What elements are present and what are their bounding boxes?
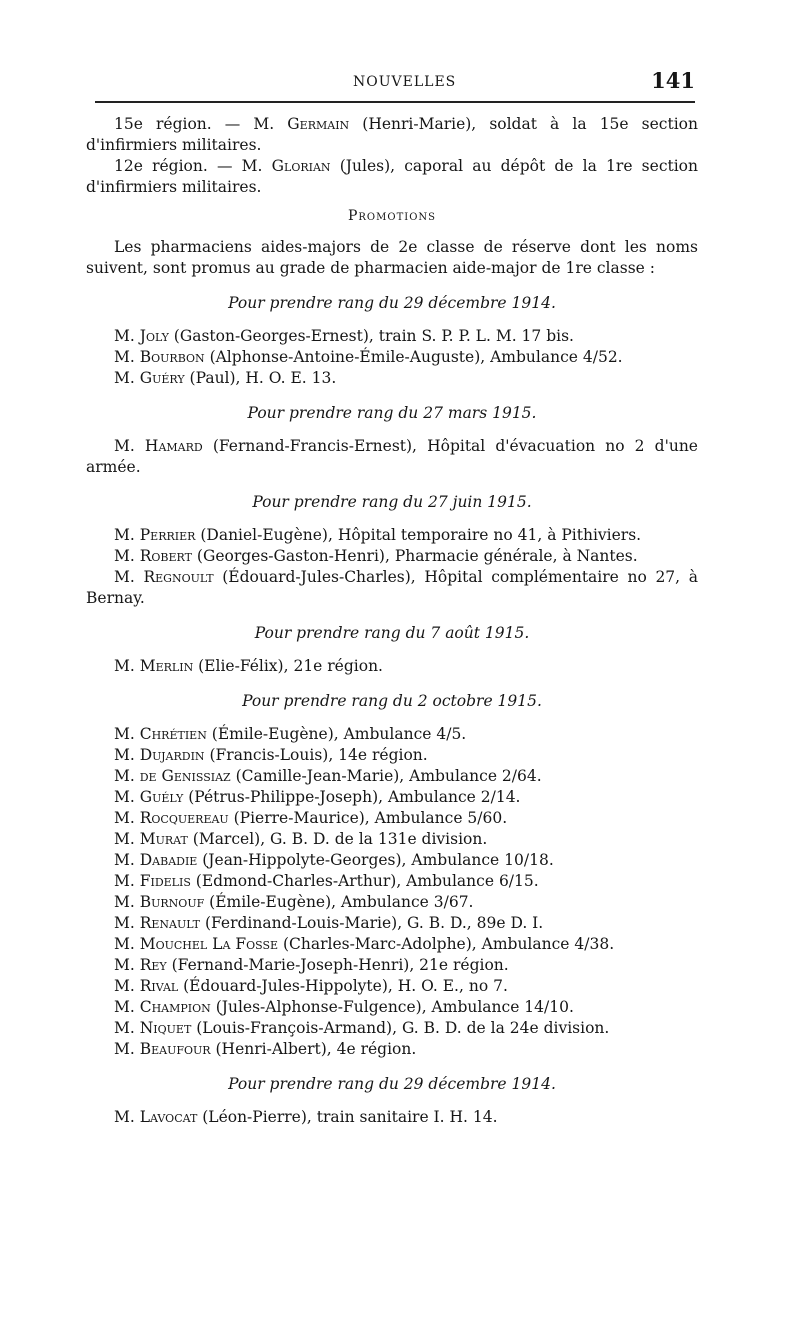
- person-name: Guély: [139, 788, 184, 806]
- body-text: [86, 114, 698, 1128]
- person-name: Beaufour: [139, 1040, 211, 1058]
- person-name: Bourbon: [139, 348, 205, 366]
- person-name: Champion: [139, 998, 211, 1016]
- person-name: Glorian: [271, 157, 331, 175]
- rank-date-heading: Pour prendre rang du 29 décembre 1914.: [228, 294, 556, 312]
- person-name: Dabadie: [139, 851, 198, 869]
- promotion-entry: M. Niquet (Louis-François-Armand), G. B. D. de la 24e division.: [114, 1019, 610, 1037]
- promotion-entry: M. Lavocat (Léon-Pierre), train sanitaire I. H. 14.: [114, 1108, 498, 1126]
- promotion-entry: M. Robert (Georges-Gaston-Henri), Pharmacie générale, à Nantes.: [114, 547, 638, 565]
- person-name: Mouchel La Fosse: [139, 935, 279, 953]
- page-header: [95, 68, 695, 98]
- person-name: Rey: [139, 956, 167, 974]
- promotion-entry: M. Guély (Pétrus-Philippe-Joseph), Ambulance 2/14.: [114, 788, 521, 806]
- person-name: Rival: [139, 977, 179, 995]
- promotion-entry: M. Guéry (Paul), H. O. E. 13.: [114, 369, 337, 387]
- promotion-entry: M. Murat (Marcel), G. B. D. de la 131e division.: [114, 830, 488, 848]
- promotion-entry: M. Dabadie (Jean-Hippolyte-Georges), Ambulance 10/18.: [114, 851, 554, 869]
- page-number: 141: [651, 68, 695, 93]
- promotion-entry: M. Regnoult (Édouard-Jules-Charles), Hôpital complémentaire no 27, à Bernay.: [86, 568, 698, 607]
- promotion-entry: M. de Genissiaz (Camille-Jean-Marie), Ambulance 2/64.: [114, 767, 542, 785]
- person-name: Joly: [139, 327, 169, 345]
- person-name: Perrier: [139, 526, 196, 544]
- person-name: Lavocat: [139, 1108, 198, 1126]
- intro-paragraph: 15e région. — M. Germain (Henri-Marie), soldat à la 15e section d'infirmiers militaires.: [86, 115, 698, 154]
- rank-date-heading: Pour prendre rang du 2 octobre 1915.: [242, 692, 542, 710]
- person-name: Rocquereau: [139, 809, 229, 827]
- person-name: Dujardin: [139, 746, 205, 764]
- promotion-entry: M. Bourbon (Alphonse-Antoine-Émile-Auguste), Ambulance 4/52.: [114, 348, 623, 366]
- rank-date-heading: Pour prendre rang du 27 juin 1915.: [252, 493, 532, 511]
- person-name: Chrétien: [139, 725, 207, 743]
- person-name: de Genissiaz: [139, 767, 231, 785]
- person-name: Robert: [139, 547, 192, 565]
- rank-date-heading: Pour prendre rang du 27 mars 1915.: [247, 404, 537, 422]
- person-name: Burnouf: [139, 893, 205, 911]
- person-name: Guéry: [139, 369, 185, 387]
- promotion-entry: M. Merlin (Elie-Félix), 21e région.: [114, 657, 383, 675]
- promotion-entry: M. Rey (Fernand-Marie-Joseph-Henri), 21e région.: [114, 956, 509, 974]
- promotion-entry: M. Champion (Jules-Alphonse-Fulgence), Ambulance 14/10.: [114, 998, 574, 1016]
- intro-paragraph: 12e région. — M. Glorian (Jules), caporal au dépôt de la 1re section d'infirmiers militaires.: [86, 157, 698, 196]
- promotion-entry: M. Rocquereau (Pierre-Maurice), Ambulance 5/60.: [114, 809, 508, 827]
- section-title: Promotions: [347, 208, 436, 224]
- person-name: Murat: [139, 830, 188, 848]
- promotion-entry: M. Renault (Ferdinand-Louis-Marie), G. B. D., 89e D. I.: [114, 914, 544, 932]
- promotion-groups: [86, 293, 698, 1128]
- promotion-entry: M. Mouchel La Fosse (Charles-Marc-Adolphe), Ambulance 4/38.: [114, 935, 615, 953]
- promotion-entry: M. Chrétien (Émile-Eugène), Ambulance 4/5.: [114, 725, 467, 743]
- promotion-entry: M. Joly (Gaston-Georges-Ernest), train S. P. P. L. M. 17 bis.: [114, 327, 574, 345]
- header-rule: [95, 101, 695, 103]
- running-title: NOUVELLES: [353, 74, 457, 90]
- promotion-entry: M. Fidelis (Edmond-Charles-Arthur), Ambulance 6/15.: [114, 872, 539, 890]
- rank-date-heading: Pour prendre rang du 7 août 1915.: [254, 624, 530, 642]
- person-name: Merlin: [139, 657, 194, 675]
- person-name: Fidelis: [139, 872, 191, 890]
- promotion-entry: M. Dujardin (Francis-Louis), 14e région.: [114, 746, 428, 764]
- promotion-entry: M. Hamard (Fernand-Francis-Ernest), Hôpital d'évacuation no 2 d'une armée.: [86, 437, 698, 476]
- person-name: Hamard: [144, 437, 203, 455]
- promotion-entry: M. Rival (Édouard-Jules-Hippolyte), H. O. E., no 7.: [114, 977, 508, 995]
- promotion-entry: M. Perrier (Daniel-Eugène), Hôpital temporaire no 41, à Pithiviers.: [114, 526, 642, 544]
- person-name: Renault: [139, 914, 201, 932]
- promotion-entry: M. Beaufour (Henri-Albert), 4e région.: [114, 1040, 417, 1058]
- promotion-entry: M. Burnouf (Émile-Eugène), Ambulance 3/67.: [114, 893, 474, 911]
- person-name: Niquet: [139, 1019, 192, 1037]
- person-name: Regnoult: [143, 568, 214, 586]
- rank-date-heading: Pour prendre rang du 29 décembre 1914.: [228, 1075, 556, 1093]
- person-name: Germain: [287, 115, 350, 133]
- promotions-lead: Les pharmaciens aides-majors de 2e classe de réserve dont les noms suivent, sont promus au grade de pharmacien aide-major de 1re classe :: [86, 238, 698, 277]
